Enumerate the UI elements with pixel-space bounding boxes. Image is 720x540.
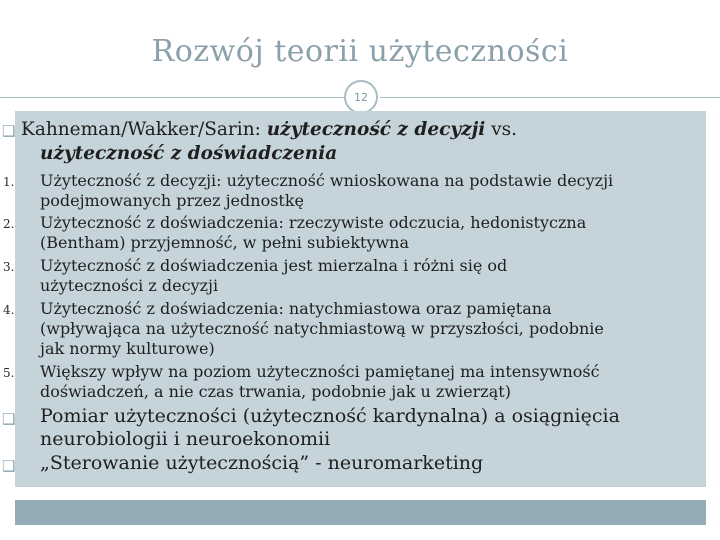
list-number: 4. — [3, 303, 15, 317]
square-bullet-icon: ❑ — [2, 457, 16, 475]
square-bullet-icon: ❑ — [2, 410, 16, 428]
page-number-badge — [344, 80, 378, 114]
list-item-line: Użyteczność z doświadczenia jest mierzalna i różni się od — [40, 256, 508, 275]
heading-connector: vs. — [485, 119, 518, 140]
list-item-line: Użyteczność z decyzji: użyteczność wnioskowana na podstawie decyzji — [40, 171, 614, 190]
list-item-line: Użyteczność z doświadczenia: natychmiastowa oraz pamiętana — [40, 299, 552, 318]
list-item-line: Użyteczność z doświadczenia: rzeczywiste odczucia, hedonistyczna — [40, 213, 587, 232]
title-divider-right — [380, 97, 720, 98]
heading-line-1 — [21, 119, 517, 140]
list-item-line: doświadczeń, a nie czas trwania, podobnie jak u zwierząt) — [40, 382, 511, 401]
list-item-line: (Bentham) przyjemność, w pełni subiektywna — [40, 233, 410, 252]
list-number: 2. — [3, 217, 15, 231]
bullet-item-line: neurobiologii i neuroekonomii — [40, 428, 331, 450]
heading-term-experience: użyteczność z doświadczenia — [40, 143, 338, 164]
page-number: 12 — [354, 90, 368, 104]
bullet-item-line: „Sterowanie użytecznością” - neuromarketing — [40, 452, 484, 474]
bullet-item-line: Pomiar użyteczności (użyteczność kardynalna) a osiągnięcia — [40, 405, 620, 427]
list-item-line: (wpływająca na użyteczność natychmiastową w przyszłości, podobnie — [40, 319, 604, 338]
list-item-line: Większy wpływ na poziom użyteczności pamiętanej ma intensywność — [40, 362, 600, 381]
heading-line-2 — [40, 143, 337, 164]
heading-prefix: Kahneman/Wakker/Sarin: — [21, 119, 267, 140]
title-divider-left — [0, 97, 344, 98]
square-bullet-icon: ❑ — [2, 122, 16, 140]
list-item-line: jak normy kulturowe) — [40, 339, 215, 358]
footer-band — [15, 500, 706, 525]
slide-title: Rozwój teorii użyteczności — [151, 34, 569, 69]
list-number: 5. — [3, 366, 15, 380]
list-number: 1. — [3, 175, 15, 189]
list-number: 3. — [3, 260, 15, 274]
list-item-line: podejmowanych przez jednostkę — [40, 191, 304, 210]
heading-term-decision: użyteczność z decyzji — [266, 119, 486, 140]
list-item-line: użyteczności z decyzji — [40, 276, 219, 295]
